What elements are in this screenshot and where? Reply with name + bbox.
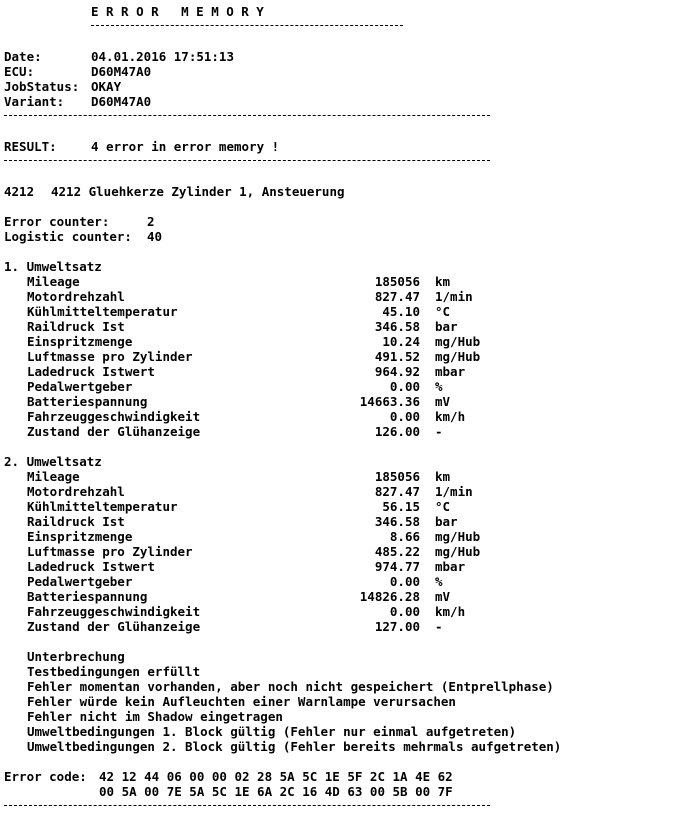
env-value: 14826.28 — [359, 589, 420, 604]
env2-heading: 2. Umweltsatz — [4, 454, 102, 469]
error-code-bytes-2: 00 5A 00 7E 5A 5C 1E 6A 2C 16 4D 63 00 5B 00 7F — [99, 784, 453, 799]
env-value: 491.52 — [374, 349, 420, 364]
condition-item: Fehler nicht im Shadow eingetragen — [27, 709, 283, 724]
env1-heading: 1. Umweltsatz — [4, 259, 102, 274]
condition-item: Umweltbedingungen 2. Block gültig (Fehler bereits mehrmals aufgetreten) — [27, 739, 562, 754]
env-value: 45.10 — [382, 304, 420, 319]
env-value: 126.00 — [374, 424, 420, 439]
condition-item: Fehler momentan vorhanden, aber noch nicht gespeichert (Entprellphase) — [27, 679, 554, 694]
error-code-bytes-1: 42 12 44 06 00 00 02 28 5A 5C 1E 5F 2C 1A 4E 62 — [99, 769, 453, 784]
jobstatus-label: JobStatus: — [4, 79, 80, 94]
env-unit: 1/min — [435, 289, 473, 304]
env-value: 974.77 — [374, 559, 420, 574]
env-unit: mbar — [435, 364, 466, 379]
env-name: Mileage — [27, 469, 80, 484]
env-name: Zustand der Glühanzeige — [27, 424, 201, 439]
env-name: Pedalwertgeber — [27, 574, 133, 589]
env-value: 0.00 — [389, 379, 420, 394]
variant-value: D60M47A0 — [91, 94, 152, 109]
env-name: Zustand der Glühanzeige — [27, 619, 201, 634]
env-unit: mg/Hub — [435, 334, 481, 349]
title-underline — [91, 25, 403, 26]
env-value: 346.58 — [374, 514, 420, 529]
env-unit: bar — [435, 514, 458, 529]
error-counter-label: Error counter: — [4, 214, 110, 229]
env-name: Ladedruck Istwert — [27, 364, 155, 379]
env-unit: mV — [435, 394, 451, 409]
env-value: 185056 — [374, 274, 420, 289]
env-unit: mbar — [435, 559, 466, 574]
result-label: RESULT: — [4, 139, 57, 154]
env-name: Mileage — [27, 274, 80, 289]
env-unit: km — [435, 469, 451, 484]
env-name: Pedalwertgeber — [27, 379, 133, 394]
condition-item: Fehler würde kein Aufleuchten einer Warnlampe verursachen — [27, 694, 456, 709]
condition-item: Umweltbedingungen 1. Block gültig (Fehler nur einmal aufgetreten) — [27, 724, 517, 739]
jobstatus-value: OKAY — [91, 79, 122, 94]
env-value: 485.22 — [374, 544, 420, 559]
env-value: 14663.36 — [359, 394, 420, 409]
variant-label: Variant: — [4, 94, 65, 109]
env-name: Ladedruck Istwert — [27, 559, 155, 574]
page-title: ERROR MEMORY — [91, 4, 272, 19]
error-code-label: Error code: — [4, 769, 87, 784]
env-name: Batteriespannung — [27, 394, 148, 409]
logistic-counter-label: Logistic counter: — [4, 229, 132, 244]
date-label: Date: — [4, 49, 42, 64]
env-name: Einspritzmenge — [27, 334, 133, 349]
env-value: 56.15 — [382, 499, 420, 514]
env-value: 346.58 — [374, 319, 420, 334]
result-value: 4 error in error memory ! — [91, 139, 280, 154]
env-unit: % — [435, 379, 443, 394]
env-unit: - — [435, 619, 443, 634]
env-name: Luftmasse pro Zylinder — [27, 349, 193, 364]
condition-item: Testbedingungen erfüllt — [27, 664, 201, 679]
ecu-label: ECU: — [4, 64, 35, 79]
error-code-id: 4212 — [4, 184, 35, 199]
env-name: Raildruck Ist — [27, 514, 125, 529]
env-value: 827.47 — [374, 484, 420, 499]
env-value: 964.92 — [374, 364, 420, 379]
separator — [4, 805, 490, 806]
env-unit: km/h — [435, 604, 466, 619]
env-unit: km — [435, 274, 451, 289]
env-unit: °C — [435, 304, 451, 319]
env-name: Motordrehzahl — [27, 289, 125, 304]
env-name: Fahrzeuggeschwindigkeit — [27, 409, 201, 424]
env-value: 0.00 — [389, 409, 420, 424]
env-name: Fahrzeuggeschwindigkeit — [27, 604, 201, 619]
env-name: Batteriespannung — [27, 589, 148, 604]
env-unit: °C — [435, 499, 451, 514]
env-name: Luftmasse pro Zylinder — [27, 544, 193, 559]
env-unit: mg/Hub — [435, 349, 481, 364]
env-name: Einspritzmenge — [27, 529, 133, 544]
separator — [4, 115, 490, 116]
env-value: 10.24 — [382, 334, 420, 349]
env-value: 0.00 — [389, 574, 420, 589]
env-unit: 1/min — [435, 484, 473, 499]
env-name: Kühlmitteltemperatur — [27, 499, 178, 514]
env-value: 8.66 — [389, 529, 420, 544]
env-name: Kühlmitteltemperatur — [27, 304, 178, 319]
env-unit: % — [435, 574, 443, 589]
env-value: 127.00 — [374, 619, 420, 634]
env-unit: - — [435, 424, 443, 439]
env-value: 827.47 — [374, 289, 420, 304]
env-value: 185056 — [374, 469, 420, 484]
date-value: 04.01.2016 17:51:13 — [91, 49, 234, 64]
ecu-value: D60M47A0 — [91, 64, 152, 79]
env-value: 0.00 — [389, 604, 420, 619]
env-unit: mg/Hub — [435, 544, 481, 559]
env-unit: bar — [435, 319, 458, 334]
condition-item: Unterbrechung — [27, 649, 125, 664]
env-name: Raildruck Ist — [27, 319, 125, 334]
logistic-counter-value: 40 — [147, 229, 163, 244]
error-description: 4212 Gluehkerze Zylinder 1, Ansteuerung — [51, 184, 345, 199]
env-unit: mg/Hub — [435, 529, 481, 544]
error-counter-value: 2 — [147, 214, 155, 229]
env-name: Motordrehzahl — [27, 484, 125, 499]
env-unit: mV — [435, 589, 451, 604]
env-unit: km/h — [435, 409, 466, 424]
separator — [4, 160, 490, 161]
